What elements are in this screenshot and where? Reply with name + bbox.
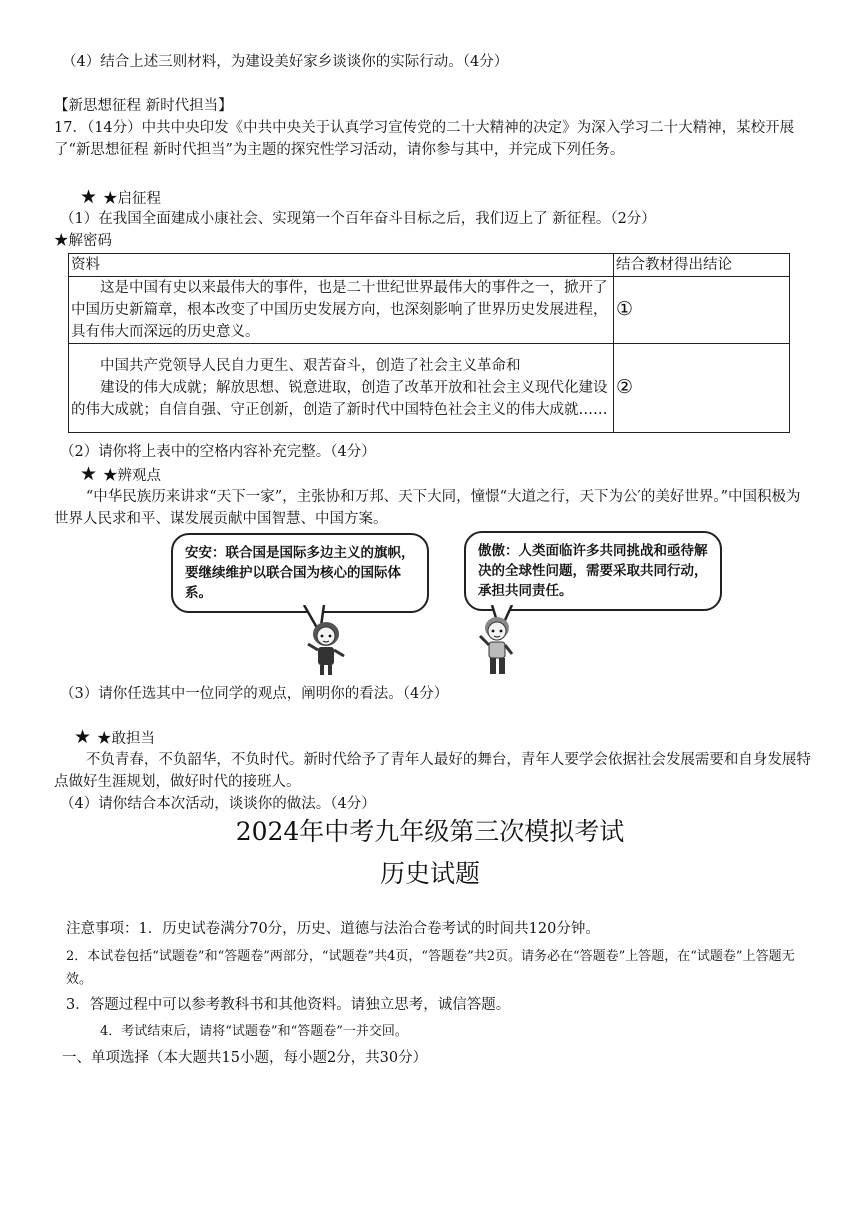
note-2: 2．本试卷包括“试题卷”和“答题卷”两部分，“试题卷”共4页，“答题卷”共2页。请务必在“答题卷”上答题，在“试题卷”上答题无效。: [66, 949, 795, 987]
q17-part2: （2）请你将上表中的空格内容补充完整。（4分）: [60, 444, 376, 460]
qi-zhengcheng-heading: [80, 186, 161, 210]
table-row1-text: 这是中国有史以来最伟大的事件，也是二十世纪世界最伟大的事件之一，掀开了中国历史新篇章，根本改变了中国历史发展方向，也深刻影响了世界历史发展进程，具有伟大而深远的历史意义。: [69, 277, 614, 344]
gan-dandang-text: 不负青春，不负韶华，不负时代。新时代给予了青年人最好的舞台，青年人要学会依据社会发展需要和自身发展特点做好生涯规划，做好时代的接班人。: [54, 752, 811, 790]
table-row2-line1: 中国共产党领导人民自力更生、艰苦奋斗，创造了社会主义革命和: [100, 358, 521, 374]
gan-dandang-heading: [74, 726, 155, 750]
answer-mark-2: ②: [616, 376, 634, 398]
speech-bubble-aoao: 傲傲：人类面临许多共同挑战和亟待解决的全球性问题，需要采取共同行动，承担共同责任。: [464, 531, 722, 611]
answer-mark-1: ①: [616, 298, 634, 320]
table-header-conclusion: 结合教材得出结论: [614, 254, 790, 277]
star-icon: ★: [80, 463, 98, 485]
table-row2-answer: [614, 344, 790, 433]
table-header-row: [69, 254, 790, 277]
star-icon: ★: [80, 186, 98, 208]
table-row1-answer: [614, 277, 790, 344]
gan-dandang-label: ★敢担当: [97, 731, 156, 747]
exam-title: 2024年中考九年级第三次模拟考试: [235, 817, 625, 846]
table-row2-text: [69, 344, 614, 433]
girl-student-figure-icon: [302, 620, 350, 678]
q16-part4: （4）结合上述三则材料，为建设美好家乡谈谈你的实际行动。（4分）: [62, 54, 509, 70]
exam-subject: 历史试题: [379, 859, 480, 888]
q17-intro: 17．（14分）中共中央印发《中共中央关于认真学习宣传党的二十大精神的决定》为深入学习二十大精神，某校开展了“新思想征程 新时代担当”为主题的探究性学习活动，请你参与其中，并完成下列任务。: [54, 120, 795, 158]
q17-part4: （4）请你结合本次活动，谈谈你的做法。（4分）: [60, 796, 376, 812]
star-icon: ★: [74, 726, 92, 748]
unity-quote: “中华民族历来讲求“天下一家”，主张协和万邦、天下大同，憧憬“大道之行，天下为公′的美好世界。”中国积极为世界人民求和平、谋发展贡献中国智慧、中国方案。: [54, 489, 801, 527]
note-1: 注意事项：1．历史试卷满分70分，历史、道德与法治合卷考试的时间共120分钟。: [66, 921, 600, 937]
table-row: [69, 344, 790, 433]
bian-guandian-label: ★辨观点: [103, 468, 162, 484]
material-table: [68, 253, 790, 433]
bian-guandian-heading: [80, 463, 161, 487]
note-4: 4．考试结束后，请将“试题卷”和“答题卷”一并交回。: [100, 1024, 408, 1039]
section-title: 【新思想征程 新时代担当】: [54, 98, 233, 114]
table-row: [69, 277, 790, 344]
q17-part3: （3）请你任选其中一位同学的观点，阐明你的看法。（4分）: [60, 686, 449, 702]
qi-zhengcheng-label: ★启征程: [103, 191, 162, 207]
section-one-title: 一、单项选择（本大题共15小题，每小题2分，共30分）: [62, 1050, 428, 1066]
table-header-material: 资料: [69, 254, 614, 277]
boy-student-figure-icon: [474, 614, 520, 678]
jie-mima-heading: ★解密码: [54, 233, 112, 249]
note-3: 3．答题过程中可以参考教科书和其他资料。请独立思考，诚信答题。: [66, 997, 511, 1013]
q17-part1: （1）在我国全面建成小康社会、实现第一个百年奋斗目标之后，我们迈上了 新征程。（2分）: [60, 211, 656, 227]
speech-bubble-anan: 安安：联合国是国际多边主义的旗帜，要继续维护以联合国为核心的国际体系。: [171, 533, 429, 613]
table-row2-rest: 建设的伟大成就；解放思想、锐意进取，创造了改革开放和社会主义现代化建设的伟大成就；自信自强、守正创新，创造了新时代中国特色社会主义的伟大成就……: [71, 380, 608, 418]
